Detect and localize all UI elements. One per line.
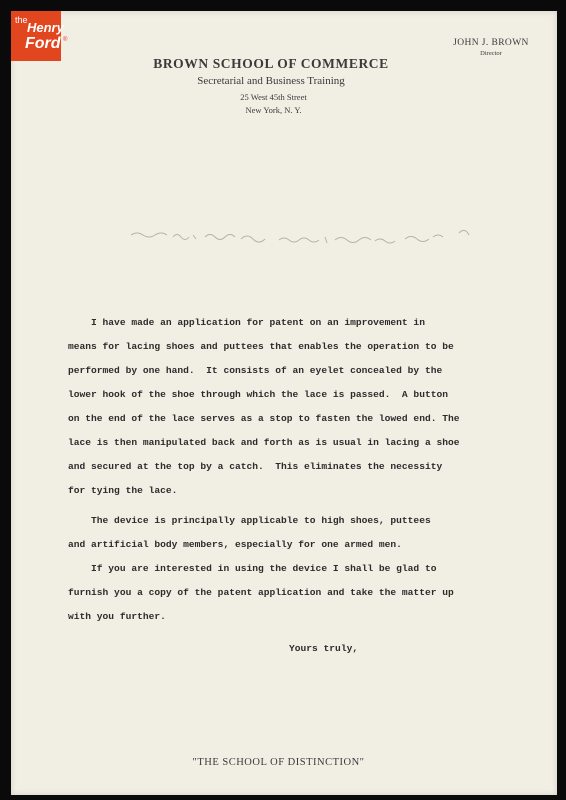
body-line: lower hook of the shoe through which the lace is passed. A button xyxy=(68,389,448,400)
body-line: and secured at the top by a catch. This eliminates the necessity xyxy=(68,461,443,472)
body-line: and artificial body members, especially for one armed men. xyxy=(68,539,402,550)
body-line: means for lacing shoes and puttees that enables the operation to be xyxy=(68,341,454,352)
director-title: Director xyxy=(480,50,502,57)
logo-ford: Ford xyxy=(25,35,61,52)
body-line: The device is principally applicable to high shoes, puttees xyxy=(68,515,431,526)
school-motto: "THE SCHOOL OF DISTINCTION" xyxy=(192,757,365,768)
school-address: 25 West 45th Street xyxy=(240,92,307,102)
school-subtitle: Secretarial and Business Training xyxy=(197,75,345,87)
body-line: on the end of the lace serves as a stop to fasten the lowed end. The xyxy=(68,413,460,424)
body-line: for tying the lace. xyxy=(68,485,178,496)
faint-handwriting-illegible xyxy=(129,225,489,255)
logo-registered-mark: ® xyxy=(63,37,68,43)
body-line: with you further. xyxy=(68,611,166,622)
logo-the: the xyxy=(15,15,28,25)
body-line: performed by one hand. It consists of an eyelet concealed by the xyxy=(68,365,443,376)
letter-page xyxy=(11,11,557,795)
body-line: If you are interested in using the device I shall be glad to xyxy=(68,563,437,574)
logo-henry: Henry xyxy=(27,20,64,35)
body-line: furnish you a copy of the patent application and take the matter up xyxy=(68,587,454,598)
body-line: I have made an application for patent on an improvement in xyxy=(68,317,425,328)
body-line: lace is then manipulated back and forth as is usual in lacing a shoe xyxy=(68,437,460,448)
director-name: JOHN J. BROWN xyxy=(453,38,529,48)
school-name: BROWN SCHOOL OF COMMERCE xyxy=(153,56,389,71)
school-city: New York, N. Y. xyxy=(245,105,302,115)
henry-ford-logo[interactable] xyxy=(11,11,68,61)
letter-closing: Yours truly, xyxy=(289,643,359,654)
